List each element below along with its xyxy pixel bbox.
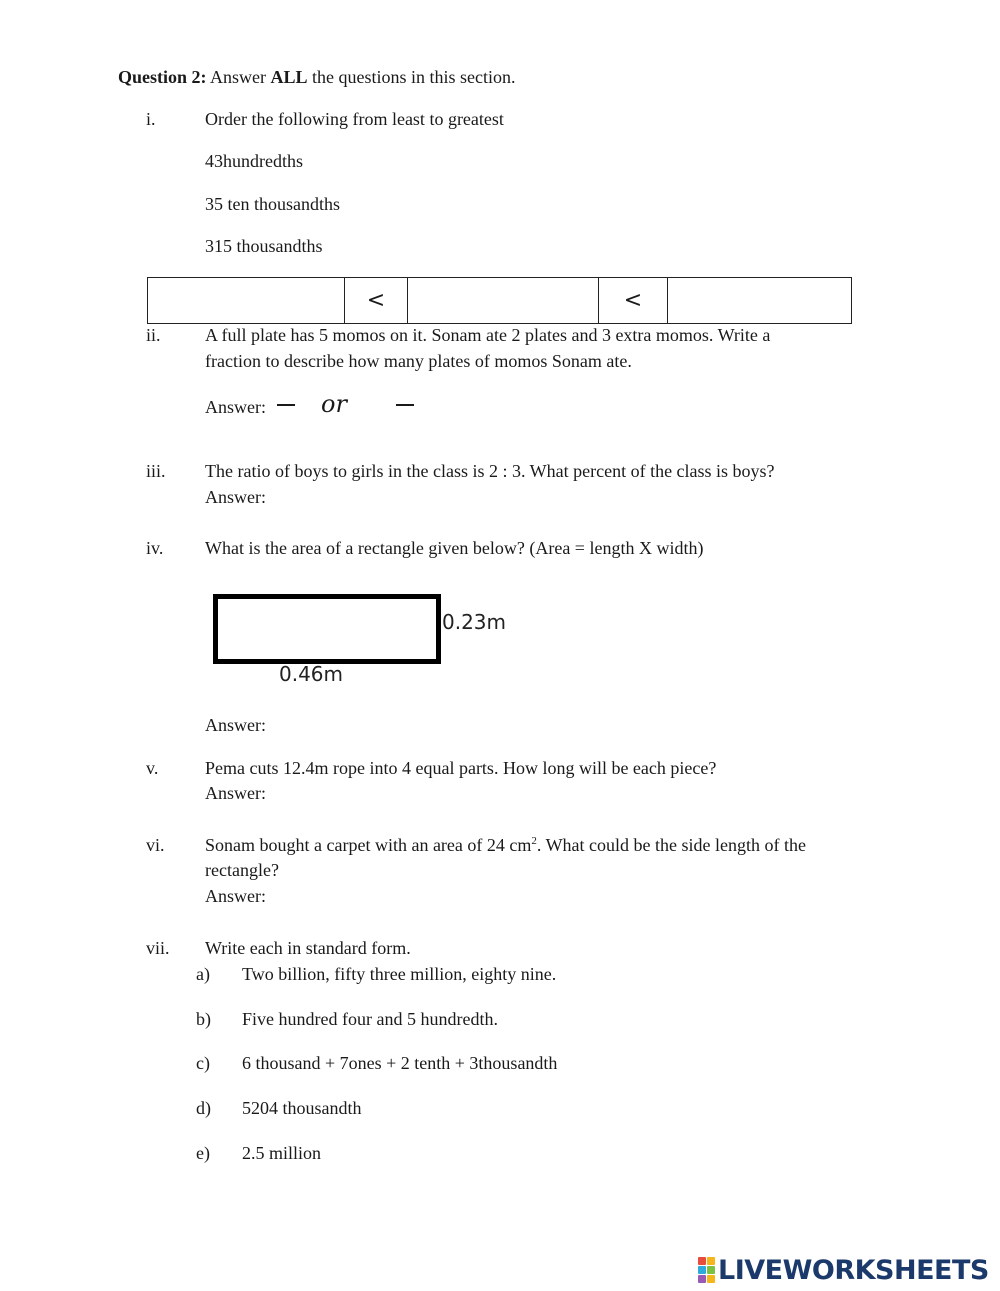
part-text: 5204 thousandth — [242, 1098, 362, 1118]
item-number: iv. — [146, 538, 164, 558]
answer-label: Answer: — [205, 783, 266, 803]
item-number: i. — [146, 109, 156, 129]
heading-suffix: the questions in this section. — [307, 67, 516, 87]
question-text: The ratio of boys to girls in the class is 2 : 3. What percent of the class is boys? — [205, 461, 775, 481]
question-text: Write each in standard form. — [205, 938, 411, 958]
answer-label: Answer: — [205, 397, 266, 417]
length-label: 0.46m — [279, 662, 344, 686]
question-text-part: . What could be the side length of the — [536, 835, 806, 855]
item-number: vi. — [146, 835, 165, 855]
logo-text: LIVEWORKSHEETS — [718, 1254, 989, 1286]
answer-box[interactable] — [668, 278, 852, 324]
answer-box[interactable] — [148, 278, 345, 324]
question-text: What is the area of a rectangle given below? (Area = length X width) — [205, 538, 704, 558]
part-text: 2.5 million — [242, 1143, 322, 1163]
logo-mark-icon — [698, 1257, 715, 1283]
part-text: Two billion, fifty three million, eighty nine. — [242, 964, 557, 984]
heading-text: Answer — [206, 67, 271, 87]
order-item: 315 thousandths — [205, 236, 323, 256]
less-than-symbol: < — [345, 278, 408, 324]
fraction-bar[interactable] — [277, 404, 295, 406]
item-number: v. — [146, 758, 159, 778]
answer-label: Answer: — [205, 715, 266, 735]
question-number: Question 2: — [118, 67, 207, 87]
question-text: rectangle? — [205, 860, 279, 880]
liveworksheets-logo — [698, 1254, 989, 1286]
rectangle-figure — [213, 594, 441, 664]
less-than-symbol: < — [599, 278, 668, 324]
item-number: ii. — [146, 325, 161, 345]
question-heading — [118, 67, 516, 88]
part-text: Five hundred four and 5 hundredth. — [242, 1009, 498, 1029]
part-text: 6 thousand + 7ones + 2 tenth + 3thousandth — [242, 1053, 558, 1073]
order-item: 35 ten thousandths — [205, 194, 340, 214]
order-answer-table — [147, 277, 852, 324]
answer-box[interactable] — [408, 278, 599, 324]
answer-label: Answer: — [205, 886, 266, 906]
question-text — [205, 835, 806, 856]
item-number: iii. — [146, 461, 166, 481]
part-label: c) — [196, 1053, 210, 1073]
part-label: e) — [196, 1143, 210, 1163]
item-number: vii. — [146, 938, 170, 958]
part-label: d) — [196, 1098, 211, 1118]
question-text: Pema cuts 12.4m rope into 4 equal parts. How long will be each piece? — [205, 758, 717, 778]
superscript: 2 — [531, 835, 537, 847]
question-text: fraction to describe how many plates of momos Sonam ate. — [205, 351, 632, 371]
question-text: Order the following from least to greatest — [205, 109, 504, 129]
or-text: or — [321, 390, 347, 418]
part-label: b) — [196, 1009, 211, 1029]
answer-label: Answer: — [205, 487, 266, 507]
heading-emphasis: ALL — [270, 67, 308, 87]
order-item: 43hundredths — [205, 151, 303, 171]
fraction-bar[interactable] — [396, 404, 414, 406]
part-label: a) — [196, 964, 210, 984]
question-text-part: Sonam bought a carpet with an area of 24 cm — [205, 835, 532, 855]
question-text: A full plate has 5 momos on it. Sonam ate 2 plates and 3 extra momos. Write a — [205, 325, 771, 345]
width-label: 0.23m — [442, 610, 507, 634]
